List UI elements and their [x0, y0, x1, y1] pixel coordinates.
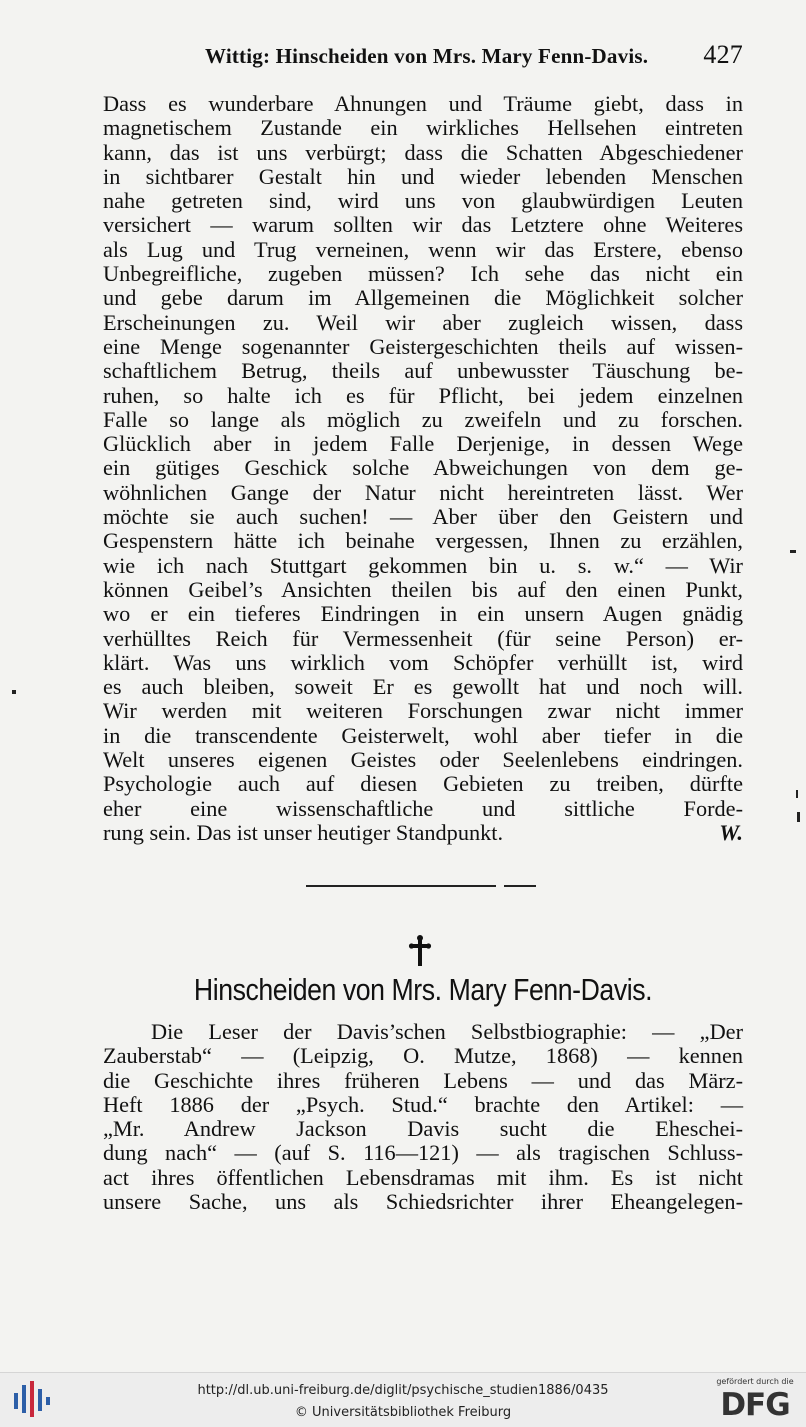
- text-line: eher eine wissenschaftliche und sittliche Forde-: [103, 795, 743, 821]
- text-line: ein gütiges Geschick solche Abweichungen von dem ge-: [103, 455, 743, 481]
- text-line: in sichtbarer Gestalt hin und wieder lebenden Menschen: [103, 163, 743, 189]
- text-line: es auch bleiben, soweit Er es gewollt hat und noch will.: [103, 674, 743, 700]
- text-line: die Geschichte ihres früheren Lebens — und das März-: [103, 1067, 743, 1093]
- text-line: rung sein. Das ist unser heutiger Standpunkt.: [103, 819, 504, 845]
- scan-speck: [12, 690, 16, 694]
- text-line: Erscheinungen zu. Weil wir aber zugleich wissen, dass: [103, 309, 743, 335]
- scan-speck: [797, 812, 800, 822]
- text-line: nahe getreten sind, wird uns von glaubwürdigen Leuten: [103, 188, 743, 214]
- scan-speck: [796, 790, 798, 798]
- signature: W.: [719, 819, 743, 845]
- text-line: versichert — warum sollten wir das Letztere ohne Weiteres: [103, 212, 743, 238]
- funder-caption: gefördert durch die: [716, 1377, 794, 1386]
- text-line: Wir werden mit weiteren Forschungen zwar nicht immer: [103, 698, 743, 724]
- text-line: in die transcendente Geisterwelt, wohl aber tiefer in die: [103, 722, 743, 748]
- text-line: schaftlichem Betrug, theils auf unbewusster Täuschung be-: [103, 358, 743, 384]
- text-line: „Mr. Andrew Jackson Davis sucht die Eheschei-: [103, 1116, 743, 1142]
- text-line: als Lug und Trug verneinen, wenn wir das Erstere, ebenso: [103, 236, 743, 262]
- running-title: Wittig: Hinscheiden von Mrs. Mary Fenn-Davis.: [205, 44, 649, 68]
- paragraph-1: [103, 92, 743, 845]
- text-line-last: [103, 821, 743, 845]
- text-line: dung nach“ — (auf S. 116—121) — als tragischen Schluss-: [103, 1140, 743, 1166]
- text-line: Dass es wunderbare Ahnungen und Träume giebt, dass in: [103, 91, 743, 116]
- copyright-notice: © Universitätsbibliothek Freiburg: [294, 1405, 512, 1420]
- text-line: können Geibel’s Ansichten theilen bis auf den einen Punkt,: [103, 576, 743, 602]
- text-line: und gebe darum im Allgemeinen die Möglichkeit solcher: [103, 285, 743, 311]
- divider-segment: [306, 885, 496, 887]
- text-line: Die Leser der Davis’schen Selbstbiographie: — „Der: [151, 1019, 743, 1044]
- funder-logo-text: DFG: [720, 1387, 790, 1423]
- text-line: Psychologie auch auf diesen Gebieten zu treiben, dürfte: [103, 771, 743, 797]
- text-line: magnetischem Zustande ein wirkliches Hellsehen eintreten: [103, 115, 743, 141]
- scan-speck: [790, 550, 796, 553]
- text-line: Gespenstern hätte ich beinahe vergessen, Ihnen zu erzählen,: [103, 528, 743, 554]
- text-line: eine Menge sogenannter Geistergeschichten theils auf wissen-: [103, 333, 743, 359]
- text-line: unsere Sache, uns als Schiedsrichter ihrer Eheangelegen-: [103, 1189, 743, 1215]
- text-line: act ihres öffentlichen Lebensdramas mit ihm. Es ist nicht: [103, 1164, 743, 1190]
- text-line: wöhnlichen Gange der Natur nicht hereintreten lässt. Wer: [103, 479, 743, 505]
- text-line: klärt. Was uns wirklich vom Schöpfer verhüllt ist, wird: [103, 649, 743, 675]
- section-divider: [306, 885, 536, 887]
- text-line: Heft 1886 der „Psych. Stud.“ brachte den Artikel: —: [103, 1091, 743, 1117]
- text-line: möchte sie auch suchen! — Aber über den Geistern und: [103, 504, 743, 530]
- text-line: Glücklich aber in jedem Falle Derjenige, in dessen Wege: [103, 431, 743, 457]
- text-line: Zauberstab“ — (Leipzig, O. Mutze, 1868) — kennen: [103, 1043, 743, 1069]
- page-number: 427: [703, 40, 743, 69]
- source-url-link[interactable]: http://dl.ub.uni-freiburg.de/diglit/psychische_studien1886/0435: [197, 1383, 609, 1398]
- text-line: kann, das ist uns verbürgt; dass die Schatten Abgeschiedener: [103, 139, 743, 165]
- paragraph-2: [103, 1020, 743, 1214]
- section-heading: Hinscheiden von Mrs. Mary Fenn-Davis.: [193, 972, 653, 1007]
- text-line: wie ich nach Stuttgart gekommen bin u. s. w.“ — Wir: [103, 552, 743, 578]
- footer-bar: [0, 1372, 806, 1427]
- dfg-logo-icon: [712, 1377, 798, 1425]
- text-line: Falle so lange als möglich zu zweifeln und zu forschen.: [103, 406, 743, 432]
- cross-icon: [408, 934, 432, 968]
- running-header: [205, 40, 745, 74]
- divider-segment: [504, 885, 536, 887]
- text-line: verhülltes Reich für Vermessenheit (für seine Person) er-: [103, 625, 743, 651]
- text-line: Welt unseres eigenen Geistes oder Seelenlebens eindringen.: [103, 747, 743, 773]
- text-line: wo er ein tieferes Eindringen in ein unsern Augen gnädig: [103, 601, 743, 627]
- text-line: Unbegreifliche, zugeben müssen? Ich sehe das nicht ein: [103, 261, 743, 287]
- text-line: ruhen, so halte ich es für Pflicht, bei jedem einzelnen: [103, 382, 743, 408]
